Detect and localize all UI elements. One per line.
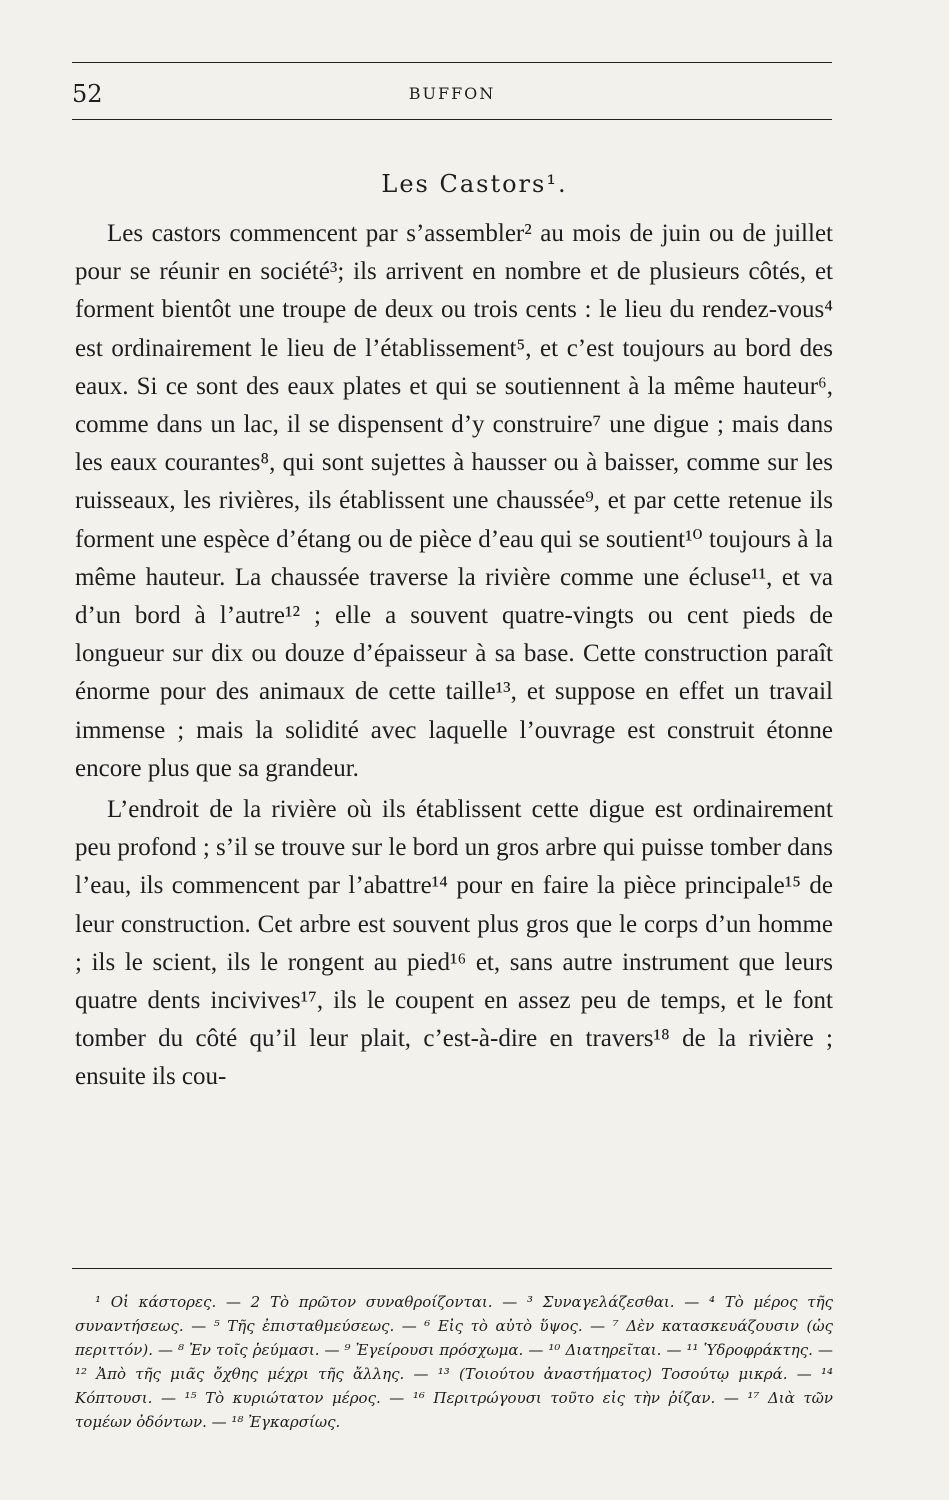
running-head: BUFFON xyxy=(408,84,496,103)
top-rule xyxy=(72,62,832,63)
chapter-title: Les Castors¹. xyxy=(381,170,568,198)
header-rule xyxy=(72,119,832,120)
body-text xyxy=(75,215,833,1097)
page-number: 52 xyxy=(72,80,103,108)
paragraph: L’endroit de la rivière où ils établissent cette digue est ordinairement peu profond ; s’il se trouve sur le bord un gros arbre qui puisse tomber dans l’eau, ils commencent par l’abattre¹⁴ pour en faire la pièce principale¹⁵ de leur construction. Cet arbre est souvent plus gros que le corps d’un homme ; ils le scient, ils le rongent au pied¹⁶ et, sans autre instrument que leurs quatre dents incivives¹⁷, ils le coupent en assez peu de temps, et le font tomber du côté qu’il leur plait, c’est-à-dire en travers¹⁸ de la rivière ; ensuite ils cou- xyxy=(75,796,833,1091)
footnote-rule xyxy=(72,1268,832,1269)
footnote-text: ¹ Οἱ κάστορες. — 2 Τὸ πρῶτον συναθροίζονται. — ³ Συναγελάζεσθαι. — ⁴ Τὸ μέρος τῆς συναντήσεως. — ⁵ Τῆς ἐπισταθμεύσεως. — ⁶ Εἰς τὸ αὐτὸ ὕψος. — ⁷ Δὲν κατασκευάζουσιν (ὡς περιττόν). — ⁸ Ἐν τοῖς ῥεύμασι. — ⁹ Ἐγείρουσι πρόσχωμα. — ¹⁰ Διατηρεῖται. — ¹¹ Ὑδροφράκτης. — ¹² Ἀπὸ τῆς μιᾶς ὄχθης μέχρι τῆς ἄλλης. — ¹³ (Τοιούτου ἀναστήματος) Τοσούτῳ μικρά. — ¹⁴ Κόπτουσι. — ¹⁵ Τὸ κυριώτατον μέρος. — ¹⁶ Περιτρώγουσι τοῦτο εἰς τὴν ῥίζαν. — ¹⁷ Διὰ τῶν τομέων ὀδόντων. — ¹⁸ Ἐγκαρσίως. xyxy=(75,1293,833,1431)
footnotes xyxy=(75,1290,833,1434)
paragraph: Les castors commencent par s’assembler² au mois de juin ou de juillet pour se réunir en société³; ils arrivent en nombre et de plusieurs côtés, et forment bientôt une troupe de deux ou trois cents : le lieu du rendez-vous⁴ est ordinairement le lieu de l’établissement⁵, et c’est toujours au bord des eaux. Si ce sont des eaux plates et qui se soutiennent à la même hauteur⁶, comme dans un lac, il se dispensent d’y construire⁷ une digue ; mais dans les eaux courantes⁸, qui sont sujettes à hausser ou à baisser, comme sur les ruisseaux, les rivières, ils établissent une chaussée⁹, et par cette retenue ils forment une espèce d’étang ou de pièce d’eau qui se soutient¹⁰ toujours à la même hauteur. La chaussée traverse la rivière comme une écluse¹¹, et va d’un bord à l’autre¹² ; elle a souvent quatre-vingts ou cent pieds de longueur sur dix ou douze d’épaisseur à sa base. Cette construction paraît énorme pour des animaux de cette taille¹³, et suppose en effet un travail immense ; mais la solidité avec laquelle l’ouvrage est construit étonne encore plus que sa grandeur. xyxy=(75,220,833,782)
page-header xyxy=(72,80,832,108)
